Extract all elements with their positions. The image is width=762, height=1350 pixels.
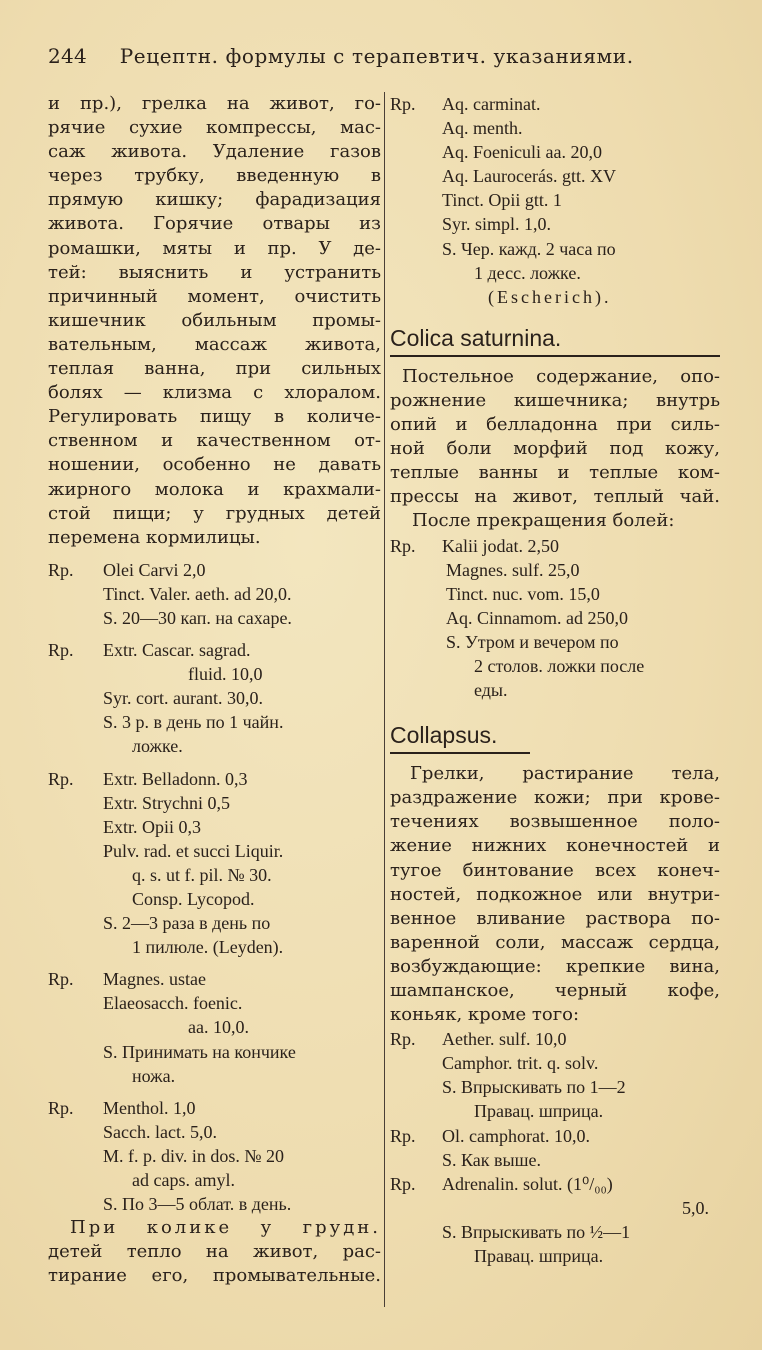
recipe-line: Extr. Cascar. sagrad.	[103, 640, 251, 661]
page-number: 244	[48, 44, 88, 68]
rp-label: Rp.	[48, 969, 74, 990]
intro-paragraph	[48, 92, 381, 550]
text-line: теплая ванна, при сильных	[48, 358, 381, 380]
recipe-line: 2 столов. ложки после	[474, 655, 645, 676]
recipe-menthol	[48, 1096, 381, 1216]
recipe-line: 5,0.	[682, 1197, 709, 1218]
recipe-line: Adrenalin. solut. (1⁰/₀₀)	[442, 1173, 613, 1194]
colica-paragraph	[390, 365, 720, 534]
text-line: ношении, особенно не давать	[48, 454, 381, 476]
text-line: раздражение кожи; при крове-	[390, 787, 720, 809]
text-line: коньяк, кроме того:	[390, 1004, 580, 1026]
recipe-line: S. Впрыскивать по 1—2	[442, 1077, 626, 1098]
right-column	[390, 92, 720, 1268]
text-line: жирного молока и крахмали-	[48, 478, 381, 500]
recipe-line: Olei Carvi 2,0	[103, 559, 206, 580]
text-line: через трубку, введенную в	[48, 165, 381, 187]
text-line: рячие сухие компрессы, мас-	[48, 117, 381, 139]
recipe-line: fluid. 10,0	[188, 664, 263, 685]
text-line: ромашки, мяты и пр. У де-	[48, 237, 381, 259]
recipe-line: S. Как выше.	[442, 1149, 541, 1170]
page-header	[48, 44, 634, 68]
heading-underline	[390, 752, 530, 754]
recipe-line: Extr. Opii 0,3	[103, 816, 201, 837]
text-line: опий и белладонна при силь-	[390, 414, 720, 436]
text-line: тей: выяснить и устранить	[48, 261, 381, 283]
recipe-line: S. 3 р. в день по 1 чайн.	[103, 712, 284, 733]
heading-underline	[390, 355, 720, 357]
recipe-line: S. Впрыскивать по ½—1	[442, 1221, 631, 1242]
recipe-line: Aq. menth.	[442, 118, 523, 139]
rp-label: Rp.	[48, 640, 74, 661]
recipe-line: S. Чер. кажд. 2 часа по	[442, 238, 616, 259]
rp-label: Rp.	[390, 1029, 416, 1050]
recipe-line: Aether. sulf. 10,0	[442, 1029, 567, 1050]
text-line: вательным, массаж живота,	[48, 333, 381, 355]
recipe-line: Правац. шприца.	[474, 1101, 604, 1122]
recipe-line: Tinct. Valer. aeth. ad 20,0.	[103, 583, 292, 604]
closing-paragraph	[48, 1216, 381, 1288]
text-line: возбуждающие: крепкие вина,	[390, 955, 720, 977]
recipe-olei-carvi	[48, 558, 381, 630]
text-line: венное вливание раствора по-	[390, 907, 720, 929]
recipe-line: Ol. camphorat. 10,0.	[442, 1125, 590, 1146]
recipe-extr-belladonn	[48, 767, 381, 960]
recipe-line: Magnes. ustae	[103, 969, 206, 990]
recipe-line: M. f. p. div. in dos. № 20	[103, 1145, 285, 1166]
recipe-line: Syr. simpl. 1,0.	[442, 214, 552, 235]
text-line: После прекращения болей:	[412, 510, 675, 532]
text-line: причинный момент, очистить	[48, 285, 381, 307]
recipe-line: ad caps. amyl.	[132, 1170, 235, 1191]
recipe-line: еды.	[474, 680, 508, 701]
recipe-aq-carminat	[390, 92, 720, 309]
text-line: болях — клизма с хлоралом.	[48, 382, 381, 404]
rp-label: Rp.	[390, 535, 416, 556]
recipe-extr-cascar	[48, 638, 381, 758]
text-line: течениях возвышенное поло-	[390, 811, 720, 833]
text-line: тирание его, промывательные.	[48, 1265, 381, 1287]
text-line: перемена кормилицы.	[48, 526, 261, 548]
text-line: прямую кишку; фарадизация	[48, 189, 381, 211]
recipe-line: Aq. Cinnamom. ad 250,0	[446, 607, 628, 628]
recipe-line: Pulv. rad. et succi Liquir.	[103, 840, 284, 861]
recipe-line: S. Утром и вечером по	[446, 631, 619, 652]
recipe-line: S. Принимать на кончике	[103, 1041, 296, 1062]
section-heading-colica: Colica saturnina.	[390, 324, 562, 351]
recipe-line: Camphor. trit. q. solv.	[442, 1053, 599, 1074]
rp-label: Rp.	[390, 1125, 416, 1146]
left-column	[48, 92, 381, 1289]
recipe-line: 1 десс. ложке.	[474, 262, 581, 283]
recipe-line: Consp. Lycopod.	[132, 889, 255, 909]
text-line: прессы на живот, теплый чай.	[390, 486, 720, 508]
text-line: Постельное содержание, опо-	[402, 365, 720, 387]
recipe-line: Elaeosacch. foenic.	[103, 993, 243, 1014]
text-line: ностей, подкожное или внутри-	[390, 883, 720, 905]
recipe-line: S. 2—3 раза в день по	[103, 913, 271, 934]
recipe-line: Kalii jodat. 2,50	[442, 535, 559, 556]
recipe-line: Aq. carminat.	[442, 94, 541, 114]
recipe-line: Sacch. lact. 5,0.	[103, 1121, 217, 1142]
recipe-magnes-ustae	[48, 967, 381, 1087]
section-heading-collapsus: Collapsus.	[390, 722, 498, 749]
collapsus-paragraph	[390, 762, 720, 1027]
recipe-line: Syr. cort. aurant. 30,0.	[103, 688, 263, 709]
recipe-line: Aq. Foeniculi aa. 20,0	[442, 142, 602, 163]
rp-label: Rp.	[390, 94, 416, 114]
text-line: Грелки, растирание тела,	[410, 763, 720, 785]
running-title: Рецептн. формулы с терапевтич. указаниями.	[119, 44, 634, 68]
text-line: теплые ванны и теплые ком-	[390, 462, 720, 484]
recipe-line: Tinct. nuc. vom. 15,0	[446, 583, 600, 604]
recipe-line: aa. 10,0.	[188, 1017, 249, 1038]
recipe-line: Aq. Laurocerás. gtt. XV	[442, 166, 616, 187]
text-line: жение нижних конечностей и	[390, 835, 720, 857]
recipe-line: ножа.	[132, 1065, 176, 1086]
recipe-line: Menthol. 1,0	[103, 1097, 196, 1118]
text-line: шампанское, черный кофе,	[390, 980, 720, 1001]
column-divider	[384, 92, 385, 1307]
text-line: При колике у грудн.	[70, 1217, 381, 1239]
recipe-line: S. По 3—5 облат. в день.	[103, 1194, 292, 1215]
text-line: и пр.), грелка на живот, го-	[48, 93, 381, 114]
recipe-author: (Escherich).	[488, 286, 612, 307]
recipe-line: S. 20—30 кап. на сахаре.	[103, 607, 292, 628]
text-line: Регулировать пищу в количе-	[48, 406, 381, 428]
recipe-aether-sulf	[390, 1027, 720, 1123]
recipe-line: Extr. Strychni 0,5	[103, 792, 230, 813]
text-line: ной боли морфий под кожу,	[390, 438, 720, 460]
recipe-line: Правац. шприца.	[474, 1246, 604, 1267]
rp-label: Rp.	[48, 768, 74, 789]
recipe-line: 1 пилюле. (Leyden).	[132, 937, 284, 958]
rp-label: Rp.	[48, 1097, 74, 1118]
rp-label: Rp.	[390, 1173, 416, 1194]
text-line: ственном и качественном от-	[48, 430, 381, 452]
recipe-adrenalin	[390, 1172, 720, 1268]
text-line: варенной соли, массаж сердца,	[390, 931, 720, 953]
text-line: живота. Горячие отвары из	[48, 213, 381, 235]
rp-label: Rp.	[48, 559, 74, 580]
text-line: рожнение кишечника; внутрь	[390, 389, 720, 411]
recipe-ol-camphorat	[390, 1124, 720, 1172]
recipe-line: ложке.	[132, 736, 183, 757]
recipe-line: Extr. Belladonn. 0,3	[103, 768, 248, 789]
text-line: саж живота. Удаление газов	[48, 141, 381, 163]
text-line: кишечник обильным промы-	[48, 309, 381, 331]
text-line: тугое бинтование всех конеч-	[390, 859, 720, 881]
text-line: стой пищи; у грудных детей	[48, 502, 381, 524]
recipe-line: Tinct. Opii gtt. 1	[442, 190, 562, 211]
recipe-line: q. s. ut f. pil. № 30.	[132, 864, 272, 885]
text-line: детей тепло на живот, рас-	[48, 1241, 381, 1263]
recipe-kalii-jodat	[390, 534, 720, 703]
recipe-line: Magnes. sulf. 25,0	[446, 559, 580, 580]
